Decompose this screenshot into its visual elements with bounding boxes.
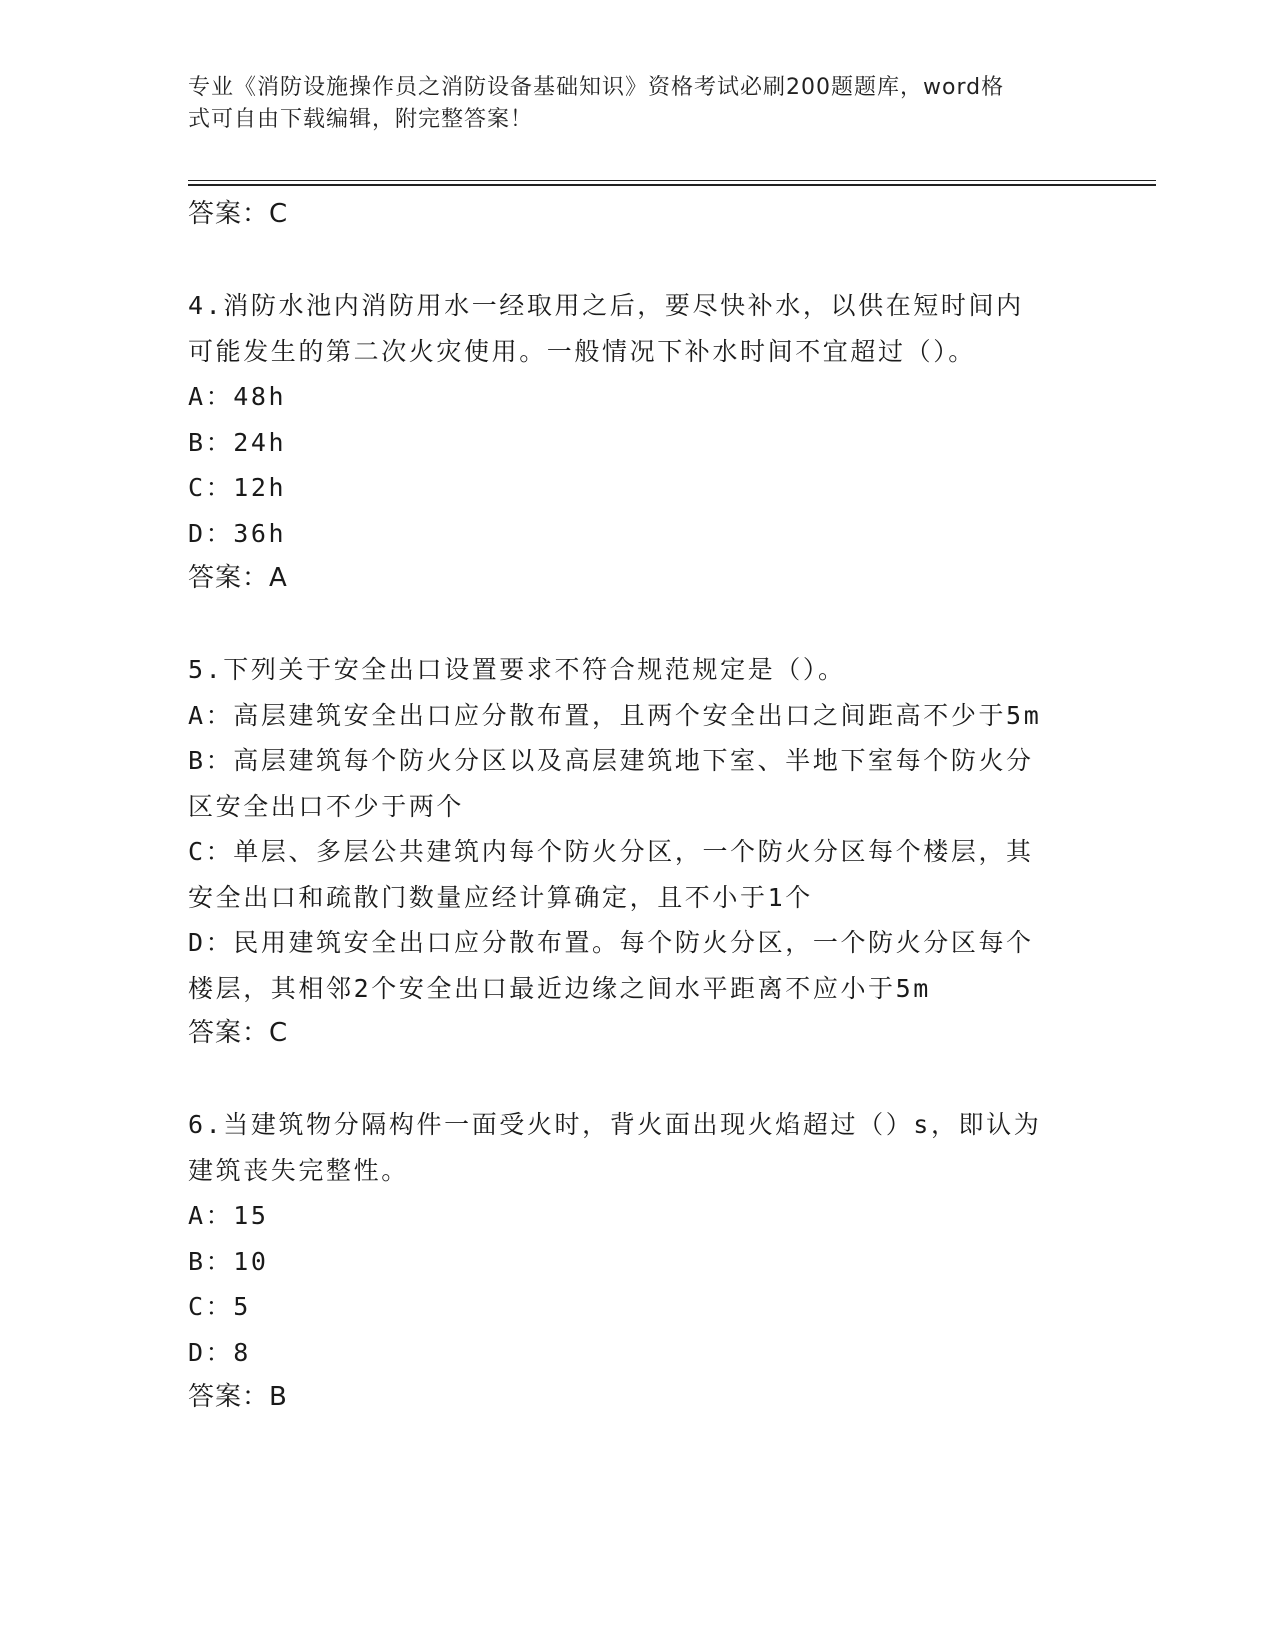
question-list xyxy=(188,192,1088,1421)
question-6-option-d: D：8 xyxy=(188,1337,251,1367)
question-5-option-d-line-1: D：民用建筑安全出口应分散布置。每个防火分区，一个防火分区每个 xyxy=(188,928,1034,957)
question-4-stem-line-2: 可能发生的第二次火灾使用。一般情况下补水时间不宜超过（）。 xyxy=(188,336,976,366)
question-6-option-c: C：5 xyxy=(188,1292,251,1321)
question-6-answer: 答案：B xyxy=(188,1382,288,1412)
question-5-stem-line-1: 5.下列关于安全出口设置要求不符合规范规定是（）。 xyxy=(188,655,846,684)
question-5 xyxy=(188,647,1088,1057)
header-line-1: 专业《消防设施操作员之消防设备基础知识》资格考试必刷200题题库，word格 xyxy=(188,75,1005,100)
question-6 xyxy=(188,1102,1088,1421)
spacer xyxy=(188,238,1088,284)
question-5-option-c-line-1: C：单层、多层公共建筑内每个防火分区，一个防火分区每个楼层，其 xyxy=(188,837,1034,866)
spacer xyxy=(188,1057,1088,1103)
question-4-stem-line-1: 4.消防水池内消防用水一经取用之后，要尽快补水，以供在短时间内 xyxy=(188,291,1024,320)
question-6-option-a: A：15 xyxy=(188,1201,269,1230)
question-4-answer: 答案：A xyxy=(188,563,288,593)
question-6-stem-line-2: 建筑丧失完整性。 xyxy=(188,1155,409,1185)
question-5-option-a: A：高层建筑安全出口应分散布置，且两个安全出口之间距高不少于5m xyxy=(188,700,1042,730)
question-4 xyxy=(188,283,1088,602)
document-header xyxy=(188,72,1068,136)
question-5-option-d-line-2: 楼层，其相邻2个安全出口最近边缘之间水平距离不应小于5m xyxy=(188,973,931,1003)
header-line-2: 式可自由下载编辑，附完整答案！ xyxy=(188,107,534,132)
question-4-option-a: A：48h xyxy=(188,382,287,411)
question-5-option-b-line-2: 区安全出口不少于两个 xyxy=(188,791,465,821)
question-6-stem-line-1: 6.当建筑物分隔构件一面受火时，背火面出现火焰超过（）s，即认为 xyxy=(188,1110,1042,1139)
header-divider-thick xyxy=(188,184,1156,186)
spacer xyxy=(188,602,1088,648)
question-4-option-c: C：12h xyxy=(188,473,287,502)
header-divider-thin xyxy=(188,180,1156,181)
question-6-option-b: B：10 xyxy=(188,1246,269,1276)
question-5-answer: 答案：C xyxy=(188,1018,289,1048)
question-5-option-c-line-2: 安全出口和疏散门数量应经计算确定，且不小于1个 xyxy=(188,882,813,912)
question-4-option-d: D：36h xyxy=(188,518,287,548)
previous-answer: 答案：C xyxy=(188,199,289,229)
question-5-option-b-line-1: B：高层建筑每个防火分区以及高层建筑地下室、半地下室每个防火分 xyxy=(188,746,1034,775)
question-4-option-b: B：24h xyxy=(188,427,287,457)
